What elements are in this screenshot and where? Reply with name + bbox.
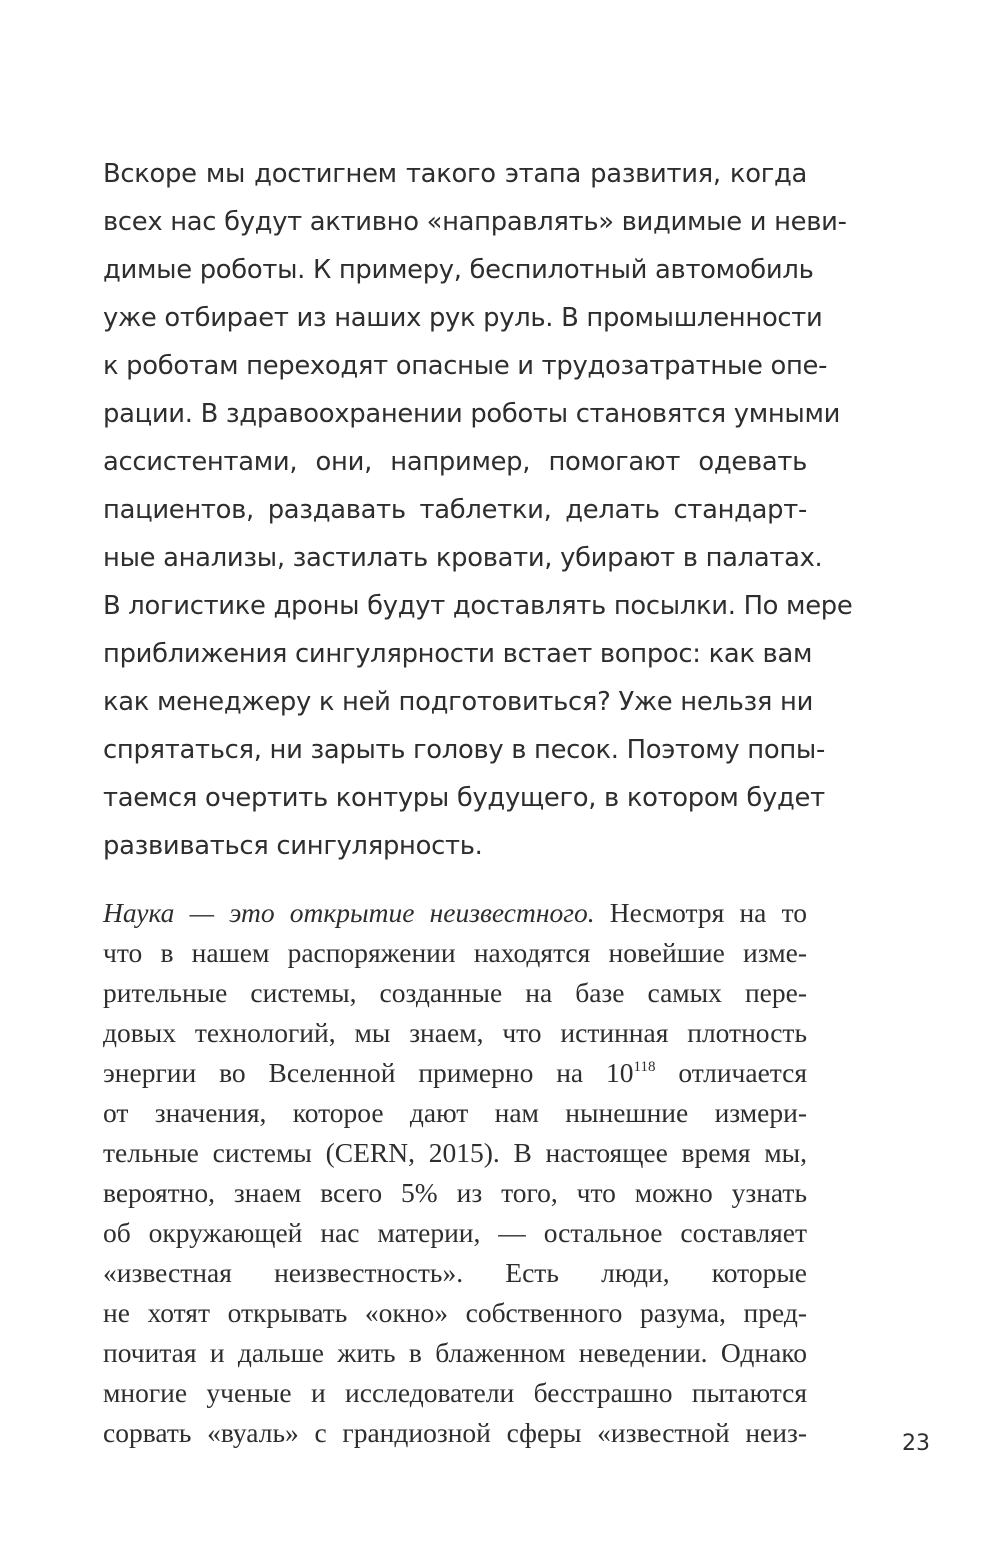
text-line: к роботам переходят опасные и трудозатратные опе-	[103, 351, 828, 381]
text-line: вероятно, знаем всего 5% из того, что можно узнать	[103, 1177, 807, 1208]
text-line: тельные системы (CERN, 2015). В настоящее время мы,	[103, 1137, 807, 1168]
text-fragment: Несмотря на то	[594, 897, 807, 928]
text-line: развиваться сингулярность.	[103, 831, 483, 861]
text-line: довых технологий, мы знаем, что истинная плотность	[103, 1017, 807, 1048]
text-line: таемся очертить контуры будущего, в котором будет	[103, 783, 825, 813]
text-line: уже отбирает из наших рук руль. В промышленности	[103, 303, 823, 333]
italic-lead: Наука — это открытие неизвестного.	[103, 897, 595, 928]
text-line: от значения, которое дают нам нынешние измери-	[103, 1097, 807, 1128]
text-line: димые роботы. К примеру, беспилотный автомобиль	[103, 255, 814, 285]
text-line: многие ученые и исследователи бесстрашно пытаются	[103, 1377, 807, 1408]
text-line	[103, 1053, 807, 1093]
text-line: спрятаться, ни зарыть голову в песок. Поэтому попы-	[103, 735, 825, 765]
text-line: рительные системы, созданные на базе самых пере-	[103, 977, 807, 1008]
text-line: почитая и дальше жить в блаженном неведении. Однако	[103, 1337, 807, 1368]
text-line: рации. В здравоохранении роботы становятся умными	[103, 399, 841, 429]
text-line: всех нас будут активно «направлять» видимые и неви-	[103, 207, 847, 237]
text-fragment: отличается	[655, 1057, 807, 1088]
text-fragment: энергии во Вселенной примерно на 10	[103, 1057, 634, 1088]
text-line: ассистентами, они, например, помогают одевать	[103, 447, 807, 477]
text-line: как менеджеру к ней подготовиться? Уже нельзя ни	[103, 687, 814, 717]
text-line: Вскоре мы достигнем такого этапа развития, когда	[103, 159, 807, 189]
text-line: сорвать «вуаль» с грандиозной сферы «известной неиз-	[103, 1417, 807, 1448]
text-line: «известная неизвестность». Есть люди, которые	[103, 1257, 807, 1288]
text-line: В логистике дроны будут доставлять посылки. По мере	[103, 591, 853, 621]
text-line: что в нашем распоряжении находятся новейшие изме-	[103, 937, 807, 968]
text-line: пациентов, раздавать таблетки, делать стандарт-	[103, 495, 807, 525]
text-line: приближения сингулярности встает вопрос: как вам	[103, 639, 813, 669]
text-line: ные анализы, застилать кровати, убирают в палатах.	[103, 543, 823, 573]
page-number: 23	[902, 1431, 930, 1456]
superscript-exponent: 118	[633, 1059, 656, 1075]
text-line: не хотят открывать «окно» собственного разума, пред-	[103, 1297, 807, 1328]
text-line: об окружающей нас материи, — остальное составляет	[103, 1217, 807, 1248]
text-line	[103, 893, 807, 933]
